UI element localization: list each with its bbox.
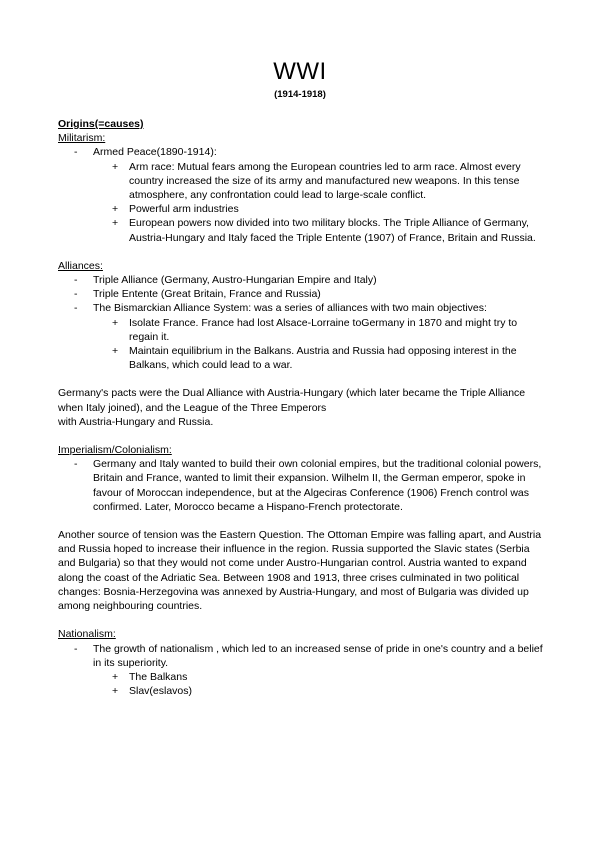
dash-bullet: -	[74, 302, 78, 315]
plus-bullet: +	[112, 670, 119, 683]
plus-bullet: +	[112, 217, 119, 230]
plus-bullet: +	[112, 316, 119, 329]
alliances-subitem	[58, 344, 548, 372]
dash-bullet: -	[74, 146, 78, 159]
eastern-question-paragraph: Another source of tension was the Eastern Question. The Ottoman Empire was falling apart, and Austria and Russia hoped to increase their influence in the region. Russia supported the Slavic states (Serbia and Bulgaria) so that they would not come under Austro-Hungarian control. Austria wanted to expand along the coast of the Adriatic Sea. Between 1908 and 1913, three crises culminated in two political changes: Bosnia-Herzegovina was annexed by Austria-Hungary, and most of Bulgaria was divided up among neighbouring countries.	[58, 529, 542, 613]
alliances-item	[58, 301, 548, 315]
plus-bullet: +	[112, 345, 119, 358]
militarism-heading: Militarism:	[58, 132, 106, 145]
alliances-heading: Alliances:	[58, 259, 103, 272]
paragraph-line: Germany's pacts were the Dual Alliance with Austria-Hungary (which later became the Triple Alliance when Italy joined), and the League of the Three Emperors	[58, 387, 526, 414]
list-item-text: Armed Peace(1890-1914):	[93, 146, 217, 159]
plus-bullet: +	[112, 203, 119, 216]
nationalism-subitem	[58, 670, 548, 684]
list-item-text: Triple Entente (Great Britain, France and Russia)	[93, 288, 321, 301]
dash-bullet: -	[74, 288, 78, 301]
plus-bullet: +	[112, 685, 119, 698]
list-item-text: The Balkans	[129, 670, 188, 683]
militarism-item	[58, 145, 548, 159]
alliances-item	[58, 273, 548, 287]
militarism-subitem	[58, 216, 548, 244]
list-item-text: Triple Alliance (Germany, Austro-Hungarian Empire and Italy)	[93, 274, 377, 287]
document-body	[58, 117, 548, 698]
list-item-text: Powerful arm industries	[129, 203, 239, 216]
list-item-text: The growth of nationalism , which led to an increased sense of pride in one's country and a belief in its superiority.	[93, 642, 543, 669]
dash-bullet: -	[74, 274, 78, 287]
imperialism-item	[58, 457, 548, 514]
militarism-subitem	[58, 202, 548, 216]
list-item-text: Isolate France. France had lost Alsace-Lorraine toGermany in 1870 and might try to regain it.	[129, 316, 518, 343]
alliances-paragraph	[58, 386, 548, 429]
document-subtitle: (1914-1918)	[274, 89, 326, 100]
document-title: WWI	[273, 58, 327, 85]
origins-heading: Origins(=causes)	[58, 118, 144, 130]
list-item-text: Arm race: Mutual fears among the European countries led to arm race. Almost every country increased the size of its army and manufactured new weapons. In this tense atmosphere, any confrontation could lead to large-scale conflict.	[129, 160, 521, 202]
list-item-text: Germany and Italy wanted to build their own colonial empires, but the traditional colonial powers, Britain and France, wanted to limit their expansion. Wilhelm II, the German emperor, spoke in favour of Moroccan independence, but at the Algeciras Conference (1906) French control was confirmed. Later, Morocco became a Hispano-French protectorate.	[93, 458, 542, 513]
nationalism-subitem	[58, 684, 548, 698]
nationalism-heading: Nationalism:	[58, 628, 116, 641]
dash-bullet: -	[74, 458, 78, 471]
plus-bullet: +	[112, 160, 119, 173]
list-item-text: The Bismarckian Alliance System: was a series of alliances with two main objectives:	[93, 302, 487, 315]
imperialism-heading: Imperialism/Colonialism:	[58, 444, 172, 457]
list-item-text: Slav(eslavos)	[129, 685, 193, 698]
list-item-text: Maintain equilibrium in the Balkans. Austria and Russia had opposing interest in the Balkans, which could lead to a war.	[129, 345, 517, 372]
paragraph-line: with Austria-Hungary and Russia.	[58, 415, 214, 428]
militarism-subitem	[58, 160, 548, 203]
nationalism-item	[58, 642, 548, 670]
alliances-item	[58, 287, 548, 301]
alliances-subitem	[58, 316, 548, 344]
dash-bullet: -	[74, 642, 78, 655]
list-item-text: European powers now divided into two military blocks. The Triple Alliance of Germany, Austria-Hungary and Italy faced the Triple Entente (1907) of France, Britain and Russia.	[129, 217, 536, 244]
